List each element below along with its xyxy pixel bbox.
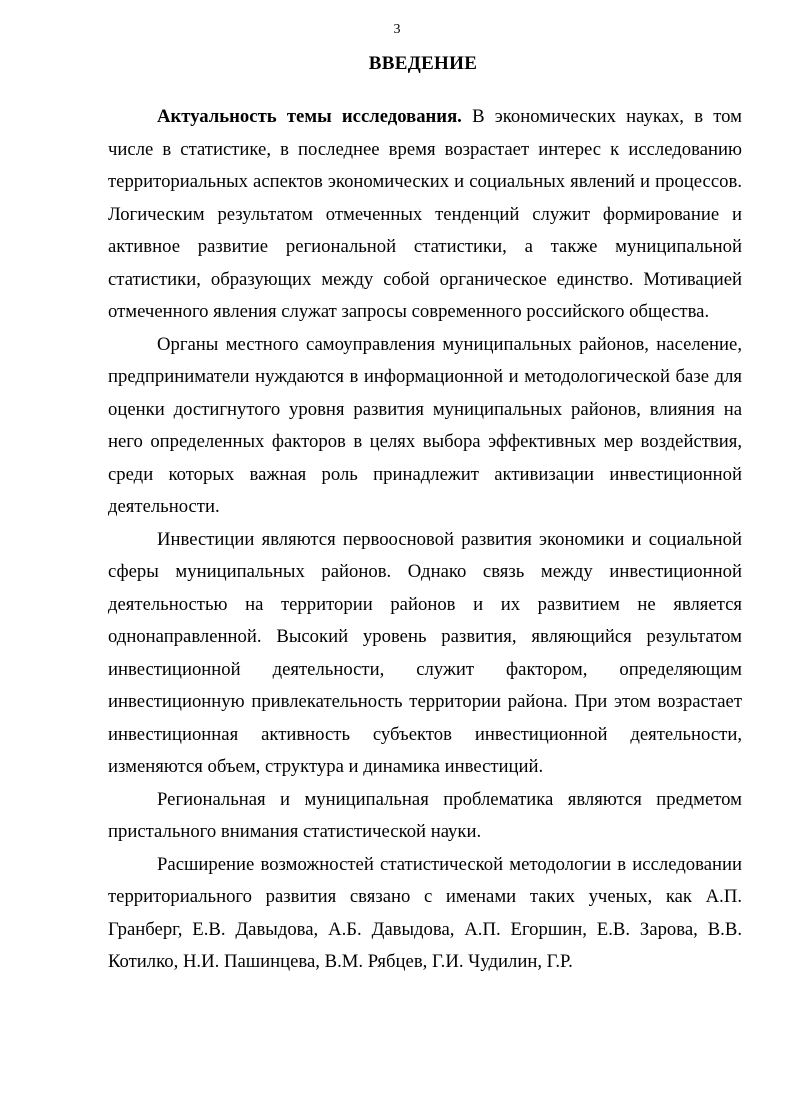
paragraph-text: В экономических науках, в том числе в статистике, в последнее время возрастает интерес к исследованию территориальных аспектов экономических и социальных явлений и процессов. Логическим результатом отмеченных тенденций служит формирование и активное развитие региональной статистики, а также муниципальной статистики, образующих между собой органическое единство. Мотивацией отмеченного явления служат запросы современного российского общества.: [108, 106, 742, 322]
paragraph-lead: Актуальность темы исследования.: [157, 106, 462, 127]
document-body: [108, 101, 742, 979]
page-number: 3: [393, 22, 401, 37]
page-title: ВВЕДЕНИЕ: [368, 53, 478, 74]
paragraph-investments: Инвестиции являются первоосновой развития экономики и социальной сферы муниципальных районов. Однако связь между инвестиционной деятельностью на территории районов и их развитием не является однонаправленной. Высокий уровень развития, являющийся результатом инвестиционной деятельности, служит фактором, определяющим инвестиционную привлекательность территории района. При этом возрастает инвестиционная активность субъектов инвестиционной деятельности, изменяются объем, структура и динамика инвестиций.: [108, 528, 742, 777]
paragraph-scholars: Расширение возможностей статистической методологии в исследовании территориального развития связано с именами таких ученых, как А.П. Гранберг, Е.В. Давыдова, А.Б. Давыдова, А.П. Егоршин, Е.В. Зарова, В.В. Котилко, Н.И. Пашинцева, В.М. Рябцев, Г.И. Чудилин, Г.Р.: [108, 853, 742, 972]
paragraph-local-government: Органы местного самоуправления муниципальных районов, население, предприниматели нуждаются в информационной и методологической базе для оценки достигнутого уровня развития муниципальных районов, влияния на него определенных факторов в целях выбора эффективных мер воздействия, среди которых важная роль принадлежит активизации инвестиционной деятельности.: [108, 333, 742, 517]
paragraph-relevance: [108, 101, 742, 329]
paragraph-regional-issues: Региональная и муниципальная проблематика являются предметом пристального внимания статистической науки.: [108, 788, 742, 842]
